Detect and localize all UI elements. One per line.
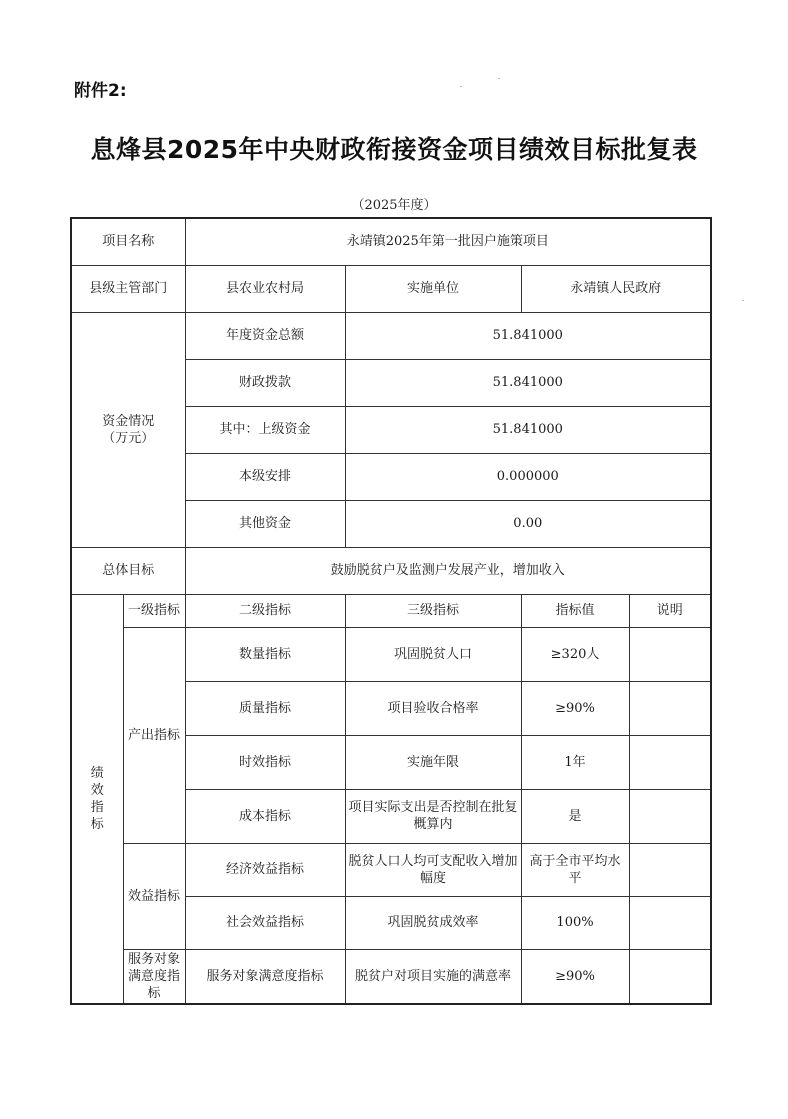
value-cell: 高于全市平均水平	[521, 843, 629, 896]
overall-goal-value: 鼓励脱贫户及监测户发展产业，增加收入	[185, 547, 711, 594]
header-level2: 二级指标	[185, 594, 345, 627]
dept-value: 县农业农村局	[185, 265, 345, 312]
funds-label	[71, 312, 185, 547]
table-row	[71, 265, 711, 312]
performance-label-char: 指	[90, 799, 104, 815]
funds-row-value: 51.841000	[345, 406, 711, 453]
level3-cell: 项目实际支出是否控制在批复概算内	[345, 789, 521, 843]
note-cell	[629, 949, 711, 1004]
level2-cell: 成本指标	[185, 789, 345, 843]
table-row	[71, 949, 711, 1004]
level3-cell: 项目验收合格率	[345, 681, 521, 735]
level2-cell: 数量指标	[185, 627, 345, 681]
document-title: 息烽县2025年中央财政衔接资金项目绩效目标批复表	[90, 135, 698, 164]
note-cell	[629, 735, 711, 789]
level3-cell: 脱贫人口人均可支配收入增加幅度	[345, 843, 521, 896]
value-cell: 1年	[521, 735, 629, 789]
value-cell: 100%	[521, 896, 629, 949]
header-note: 说明	[629, 594, 711, 627]
header-value: 指标值	[521, 594, 629, 627]
funds-row-value: 51.841000	[345, 312, 711, 359]
funds-row-label: 其中：上级资金	[185, 406, 345, 453]
impl-unit-value: 永靖镇人民政府	[521, 265, 711, 312]
performance-target-table	[70, 217, 712, 1005]
header-level1: 一级指标	[123, 594, 185, 627]
note-cell	[629, 789, 711, 843]
impl-unit-label: 实施单位	[345, 265, 521, 312]
value-cell: ≥90%	[521, 681, 629, 735]
attachment-label: 附件2:	[74, 81, 127, 101]
table-row	[71, 547, 711, 594]
performance-label	[71, 594, 123, 1004]
level2-cell: 社会效益指标	[185, 896, 345, 949]
group-satisfaction-label: 服务对象满意度指标	[123, 949, 185, 1004]
funds-row-value: 0.000000	[345, 453, 711, 500]
table-row	[71, 218, 711, 265]
value-cell: ≥320人	[521, 627, 629, 681]
value-cell: ≥90%	[521, 949, 629, 1004]
funds-row-label: 财政拨款	[185, 359, 345, 406]
table-row	[71, 627, 711, 681]
note-cell	[629, 843, 711, 896]
header-level3: 三级指标	[345, 594, 521, 627]
overall-goal-label: 总体目标	[71, 547, 185, 594]
funds-row-label: 本级安排	[185, 453, 345, 500]
scan-speck	[460, 86, 462, 87]
project-name-value: 永靖镇2025年第一批因户施策项目	[185, 218, 711, 265]
performance-label-char: 效	[90, 782, 104, 798]
performance-label-char: 绩	[90, 765, 104, 781]
level2-cell: 服务对象满意度指标	[185, 949, 345, 1004]
funds-row-value: 51.841000	[345, 359, 711, 406]
scan-speck	[498, 78, 500, 79]
funds-label-line1: 资金情况	[102, 413, 155, 429]
table-row	[71, 312, 711, 359]
dept-label: 县级主管部门	[71, 265, 185, 312]
funds-row-label: 其他资金	[185, 500, 345, 547]
project-name-label: 项目名称	[71, 218, 185, 265]
level2-cell: 经济效益指标	[185, 843, 345, 896]
note-cell	[629, 681, 711, 735]
value-cell: 是	[521, 789, 629, 843]
group-benefit-label: 效益指标	[123, 843, 185, 949]
group-output-label: 产出指标	[123, 627, 185, 843]
funds-row-value: 0.00	[345, 500, 711, 547]
funds-row-label: 年度资金总额	[185, 312, 345, 359]
scan-speck	[742, 300, 744, 301]
level3-cell: 实施年限	[345, 735, 521, 789]
table-row	[71, 843, 711, 896]
note-cell	[629, 627, 711, 681]
level3-cell: 巩固脱贫人口	[345, 627, 521, 681]
level3-cell: 脱贫户对项目实施的满意率	[345, 949, 521, 1004]
document-year: （2025年度）	[351, 198, 437, 213]
level2-cell: 质量指标	[185, 681, 345, 735]
level3-cell: 巩固脱贫成效率	[345, 896, 521, 949]
performance-label-char: 标	[90, 816, 104, 832]
note-cell	[629, 896, 711, 949]
level2-cell: 时效指标	[185, 735, 345, 789]
table-row	[71, 594, 711, 627]
funds-label-line2: （万元）	[102, 430, 155, 446]
